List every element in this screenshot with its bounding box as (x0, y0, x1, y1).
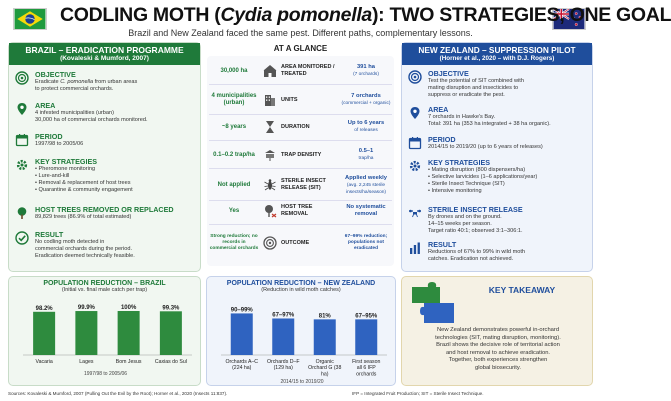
nz-area (408, 105, 593, 131)
glance-brazil-value: 4 municipalities (urban) (211, 93, 257, 106)
brazil-panel (8, 42, 201, 272)
brazil-period-title: PERIOD (35, 132, 63, 141)
glance-brazil-value: ~8 years (221, 123, 247, 130)
glance-heading: AT A GLANCE (273, 44, 328, 53)
nz-strategies-list (428, 167, 593, 195)
category-label: ha) (321, 371, 329, 378)
category-label: orchards (356, 371, 377, 378)
building-icon (263, 93, 277, 107)
strategy-item: • Quarantine & community engagement (35, 187, 133, 193)
bar (75, 311, 97, 355)
glance-divider (209, 140, 392, 141)
category-label: First season (352, 359, 381, 365)
data-label: 99.3% (162, 305, 180, 312)
brazil-host-trees-title: HOST TREES REMOVED OR REPLACED (35, 205, 174, 214)
glance-row (209, 200, 392, 222)
nz-period-body: 2014/15 to 2019/20 (up to 6 years of releases) (428, 144, 543, 150)
brazil-subheading: (Kovaleski & Mumford, 2007) (60, 55, 149, 62)
check-circle-icon (15, 231, 29, 245)
glance-nz-value (340, 144, 392, 166)
glance-nz-main: Applied weekly (345, 174, 387, 181)
strategy-item: • Selective larvicides (1–6 applications/year) (428, 174, 538, 180)
brazil-chart-subtitle: (Initial vs. final male catch per trap) (61, 287, 148, 293)
target-icon (263, 236, 277, 250)
category-label: Organic (315, 359, 334, 365)
location-pin-icon (15, 102, 29, 116)
glance-nz-value (340, 60, 392, 82)
glance-nz-detail: of releases (354, 128, 378, 133)
glance-label: DURATION (281, 123, 310, 130)
glance-nz-main: 67–99% reduction; populations not eradicated (344, 234, 388, 251)
category-label: Orchards D–F (266, 359, 300, 365)
brazil-strategies (15, 157, 200, 197)
brazil-objective (15, 70, 200, 96)
bar (231, 313, 253, 355)
page-subtitle: Brazil and New Zealand faced the same pest. Different paths, complementary lessons. (128, 28, 473, 38)
trap-icon (263, 148, 277, 162)
x-axis-label: 2014/15 to 2019/20 (280, 379, 324, 385)
nz-period (408, 135, 593, 155)
hourglass-icon (263, 120, 277, 134)
nz-result (408, 240, 593, 266)
data-label: 67–97% (272, 312, 295, 319)
glance-divider (209, 168, 392, 169)
nz-chart-subtitle: (Reduction in wild moth catches) (261, 287, 341, 293)
abbreviations-footer: IFP = Integrated Fruit Production; SIT = Sterile Insect Technique. (352, 391, 484, 396)
glance-nz-value (340, 88, 392, 112)
location-pin-icon (408, 106, 422, 120)
page-title: CODLING MOTH (Cydia pomonella): TWO STRATEGIES, ONE GOAL (60, 4, 671, 26)
brazil-strategies-list (35, 166, 200, 194)
nz-period-title: PERIOD (428, 135, 456, 144)
data-label: 67–95% (355, 313, 378, 320)
brazil-strategies-title: KEY STRATEGIES (35, 157, 98, 166)
data-label: 98.2% (35, 305, 53, 312)
nz-chart-panel (206, 276, 396, 386)
strategy-item: • Sterile Insect Technique (SIT) (428, 181, 505, 187)
nz-release-title: STERILE INSECT RELEASE (428, 205, 523, 214)
takeaway-body: New Zealand demonstrates powerful in-orchard technologies (SIT, mating disruption, monitoring). Brazil shows the decisive role of territorial action and host removal to achieve eradication. Together, both experiences strengthen global biosecurity. (435, 327, 561, 371)
data-label: 90–99% (230, 307, 253, 314)
bar (118, 311, 140, 355)
category-label: Orchard G (38 (308, 365, 342, 372)
category-label: Vacaria (35, 359, 53, 365)
glance-nz-main: 391 ha (356, 64, 376, 70)
glance-nz-value (340, 116, 392, 138)
brazil-area-title: AREA (35, 101, 56, 110)
bar (160, 311, 182, 355)
tree-cut-icon (263, 204, 277, 218)
brazil-area (15, 101, 200, 127)
nz-chart-title: POPULATION REDUCTION – NEW ZEALAND (226, 280, 376, 287)
puzzle-gear-icon (15, 158, 29, 172)
glance-brazil-value: Not applied (217, 181, 251, 188)
brazil-chart-title: POPULATION REDUCTION – BRAZIL (43, 280, 166, 287)
category-label: Bom Jesus (115, 359, 142, 365)
glance-divider (209, 84, 392, 85)
category-label: (224 ha) (232, 365, 252, 372)
brazil-area-body: 4 infested municipalities (urban) 30,000 ha of commercial orchards monitored. (35, 110, 148, 123)
glance-nz-detail: (commercial + organic) (341, 101, 391, 106)
glance-nz-value (340, 172, 392, 198)
category-label: Lages (79, 359, 94, 365)
glance-nz-main: 0.5–1 (358, 148, 374, 154)
glance-label: OUTCOME (281, 239, 310, 246)
sources-footer: Sources: Kovaleski & Mumford, 2007 (Pulling Out the Evil by the Root); Horner et al., 2020 (Insects 11:837). (8, 391, 228, 396)
drone-icon (408, 206, 422, 220)
strategy-item: • Pheromone monitoring (35, 166, 96, 172)
calendar-icon (408, 136, 422, 150)
nz-objective-body: Test the potential of SIT combined with mating disruption and insecticides to suppress or eradicate the pest. (428, 78, 524, 98)
glance-nz-detail: (7 orchards) (353, 72, 379, 77)
calendar-icon (15, 133, 29, 147)
strategy-item: • Intensive monitoring (428, 188, 482, 194)
bar (355, 319, 377, 355)
category-label: (129 ha) (273, 365, 293, 372)
glance-label: STERILE INSECT RELEASE (SIT) (281, 178, 326, 191)
brazil-result-title: RESULT (35, 230, 64, 239)
glance-nz-detail: trap/ha (358, 156, 374, 161)
category-label: all 6 IFP (356, 365, 376, 372)
x-axis-label: 1997/98 to 2005/06 (83, 371, 128, 377)
takeaway-panel (401, 276, 593, 386)
brazil-host-trees (15, 205, 200, 225)
nz-panel (401, 42, 593, 272)
glance-label: AREA MONITORED / TREATED (281, 64, 335, 77)
target-icon (15, 71, 29, 85)
glance-nz-value (340, 200, 392, 222)
glance-brazil-value: 0.1–0.2 trap/ha (213, 151, 255, 158)
glance-row (209, 60, 392, 82)
brazil-result (15, 230, 200, 264)
farm-icon (263, 64, 277, 78)
nz-bar-chart (207, 299, 397, 385)
glance-nz-value (340, 228, 392, 258)
nz-area-body: 7 orchards in Hawke's Bay. Total: 391 ha (353 ha integrated + 38 ha organic). (428, 114, 551, 127)
nz-release (408, 205, 593, 235)
glance-divider (209, 224, 392, 225)
category-label: Caxias do Sul (154, 359, 187, 365)
nz-panel-header (402, 43, 592, 65)
tree-icon (15, 206, 29, 220)
glance-nz-main: No systematic removal (346, 204, 386, 217)
glance-brazil-value: 30,000 ha (220, 67, 248, 74)
strategy-item: • Mating disruption (800 dispensers/ha) (428, 167, 526, 173)
brazil-heading: BRAZIL – ERADICATION PROGRAMME (25, 45, 184, 55)
nz-objective (408, 69, 593, 101)
glance-row (209, 144, 392, 166)
brazil-bar-chart (9, 299, 202, 385)
nz-strategies (408, 158, 593, 198)
nz-area-title: AREA (428, 105, 449, 114)
glance-row (209, 88, 392, 112)
glance-label: TRAP DENSITY (281, 151, 322, 158)
glance-row (209, 116, 392, 138)
nz-subheading: (Horner et al., 2020 – with D.J. Rogers) (439, 55, 555, 62)
glance-nz-main: Up to 6 years (347, 120, 385, 126)
nz-result-title: RESULT (428, 240, 457, 249)
puzzle-icon (410, 281, 456, 325)
bar (272, 318, 294, 355)
category-label: Orchards A–C (225, 359, 259, 365)
glance-row (209, 228, 392, 258)
brazil-objective-title: OBJECTIVE (35, 70, 76, 79)
data-label: 100% (120, 305, 137, 311)
glance-divider (209, 114, 392, 115)
nz-strategies-title: KEY STRATEGIES (428, 158, 491, 167)
nz-objective-title: OBJECTIVE (428, 69, 469, 78)
brazil-period-body: 1997/98 to 2005/06 (35, 141, 84, 147)
brazil-flag-icon (13, 8, 47, 30)
glance-row (209, 172, 392, 198)
glance-label: HOST TREE REMOVAL (281, 204, 313, 217)
puzzle-gear-icon (408, 159, 422, 173)
glance-brazil-value: Strong reduction; no records in commercial orchards (209, 234, 259, 251)
strategy-item: • Removal & replacement of host trees (35, 180, 131, 186)
brazil-chart-panel (8, 276, 201, 386)
glance-brazil-value: Yes (228, 207, 240, 214)
bar (314, 319, 336, 355)
nz-result-body: Reductions of 67% to 99% in wild moth catches. Eradication not achieved. (428, 249, 526, 262)
brazil-objective-body: Eradicate C. pomonella from urban areas to protect commercial orchards. (35, 79, 138, 92)
bar-chart-icon (408, 241, 422, 255)
brazil-result-body: No codling moth detected in commercial orchards during the period. Eradication deemed technically feasible. (35, 239, 135, 259)
nz-release-body: By drones and on the ground. 14–15 weeks per season. Target ratio 40:1; observed 3:1–306:1. (428, 214, 523, 234)
data-label: 81% (318, 313, 331, 320)
takeaway-heading: KEY TAKEAWAY (488, 285, 556, 295)
glance-nz-main: 7 orchards (351, 93, 381, 99)
brazil-panel-header (9, 43, 200, 65)
data-label: 99.9% (77, 305, 95, 312)
brazil-host-trees-body: 89,829 trees (86.9% of total estimated) (35, 214, 132, 220)
nz-heading: NEW ZEALAND – SUPPRESSION PILOT (418, 45, 576, 55)
brazil-period (15, 132, 200, 152)
bar (33, 312, 55, 355)
insect-icon (263, 178, 277, 192)
glance-nz-detail: (avg. 2,245 sterile insects/ha/season) (346, 182, 386, 195)
target-icon (408, 70, 422, 84)
glance-label: UNITS (281, 96, 298, 103)
strategy-item: • Lure-and-kill (35, 173, 70, 179)
